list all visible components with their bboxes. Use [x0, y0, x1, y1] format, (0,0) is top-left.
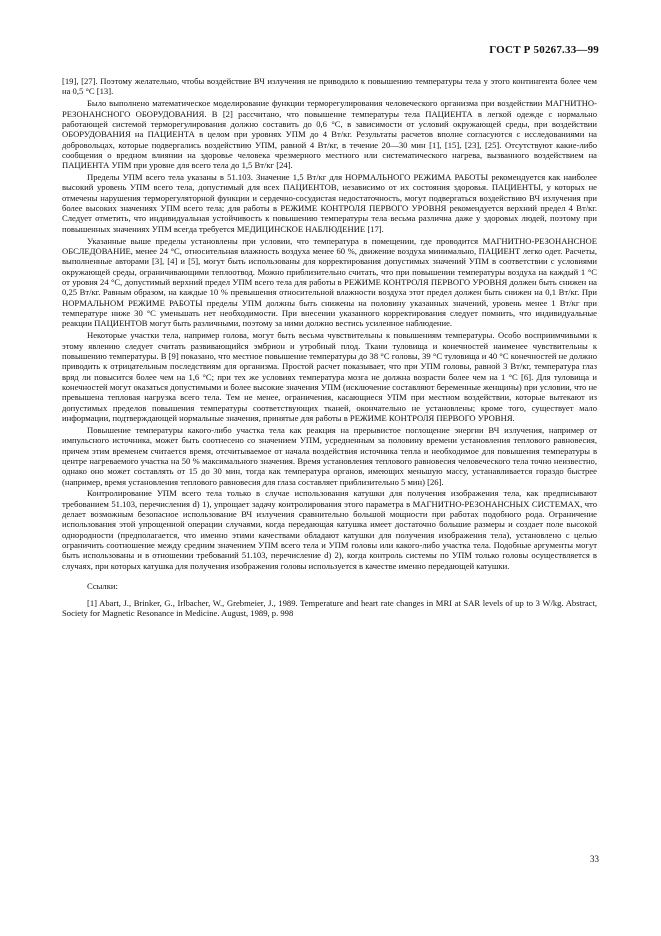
paragraph-pulsed-heating: Повышение температуры какого-либо участка тела как реакция на прерывистое поглощение энергии ВЧ излучения, например от импульсного источника, может быть соотнесено со значением УПМ, усредненным за половину времени установления теплового равновесия, причем этим временем считается время, отсчитываемое от начала воздействия источника тепла и необходимое для повышения температуры в центре нагреваемого участка на 50 % максимального значения. Время установления теплового равновесия человеческого тела точно неизвестно, однако оно может составлять от 15 до 30 мин, тогда как температура органов, имеющих меньшую массу, устанавливается гораздо быстрее (например, время установления теплового равновесия для глаза составляет приблизительно 5 мин) [26]. — [62, 424, 597, 487]
paragraph-sar-limits: Пределы УПМ всего тела указаны в 51.103. Значение 1,5 Вт/кг для НОРМАЛЬНОГО РЕЖИМА РАБОТЫ рекомендуется как наиболее высокий уровень УПМ всего тела, допустимый для всех ПАЦИЕНТОВ, независимо от их состояния здоровья. ПАЦИЕНТЫ, у которых не отмечены нарушения терморегуляторной функции и сердечно-сосудистая недостаточность, могут подвергаться воздействию ВЧ излучения при более высоких значениях УПМ всего тела; для работы в РЕЖИМЕ КОНТРОЛЯ ПЕРВОГО УРОВНЯ рекомендуется верхний предел 4 Вт/кг. Следует отметить, что индивидуальная устойчивость к повышению температуры тела весьма различна даже у здоровых людей, поэтому при повышенных значениях УПМ всегда требуется МЕДИЦИНСКОЕ НАБЛЮДЕНИЕ [17]. — [62, 172, 597, 234]
paragraph-continuation: [19], [27]. Поэтому желательно, чтобы воздействие ВЧ излучения не приводило к повышению температуры тела у этого контингента более чем на 0,5 °С [13]. — [62, 76, 597, 97]
document-header: ГОСТ Р 50267.33—99 — [489, 44, 599, 56]
document-body — [62, 76, 597, 620]
page-number: 33 — [590, 854, 599, 864]
reference-item: [1] Abart, J., Brinker, G., Irlbacher, W., Grebmeier, J., 1989. Temperature and heart rate changes in MRI at SAR levels of up to 3 W/kg. Abstract, Society for Magnetic Resonance in Medicine. August, 1989, p. 998 — [62, 597, 597, 618]
paragraph-conditions: Указанные выше пределы установлены при условии, что температура в помещении, где проводится МАГНИТНО-РЕЗОНАНСНОЕ ОБСЛЕДОВАНИЕ, менее 24 °С, относительная влажность воздуха менее 60 %, движение воздуха минимально, ПАЦИЕНТ легко одет. Расчеты, выполненные авторами [3], [4] и [5], могут быть использованы для корректирования допустимых значений УПМ в соответствии с условиями окружающей среды, ограничивающими теплоотвод. Можно приблизительно считать, что при повышении температуры воздуха на каждый 1 °С от уровня 24 °С, допустимый верхний предел УПМ всего тела для работы в РЕЖИМЕ КОНТРОЛЯ ПЕРВОГО УРОВНЯ должен быть снижен на 0,25 Вт/кг. Равным образом, на каждые 10 % превышения относительной влажности воздуха этот предел должен быть снижен на 0,1 Вт/кг. При НОРМАЛЬНОМ РЕЖИМЕ РАБОТЫ пределы УПМ должны быть снижены на половину указанных значений, уровень менее 1 Вт/кг при температуре ниже 30 °С уменьшать нет необходимости. При внесении указанного корректирования следует помнить, что индивидуальные реакции ПАЦИЕНТОВ могут быть различными, поэтому за ними должно вестись усиленное наблюдение. — [62, 235, 597, 329]
paragraph-modeling: Было выполнено математическое моделирование функции терморегулирования человеческого организма при воздействии МАГНИТНО-РЕЗОНАНСНОГО ОБОРУДОВАНИЯ. В [2] рассчитано, что повышение температуры тела ПАЦИЕНТА в легкой одежде с нормально работающей системой терморегулирования должно составить до 0,6 °С, в зависимости от условий окружающей среды, при воздействии ОБОРУДОВАНИЯ на ПАЦИЕНТА в целом при уровнях УПМ до 4 Вт/кг. Результаты расчетов вполне согласуются с исследованиями на добровольцах, которые подвергались воздействию УПМ, равной 4 Вт/кг, в течение 20—30 мин [1], [15], [23], [25]. Отсутствуют какие-либо сообщения о вредном влиянии на здоровье человека чрезмерного местного или систематического нагрева, вызванного воздействием на ПАЦИЕНТА УПМ при уровне для всего тела до 1,5 Вт/кг [24]. — [62, 98, 597, 171]
paragraph-coil-control: Контролирование УПМ всего тела только в случае использования катушки для получения изображения тела, как предписывают требованием 51.103, перечисления d) 1), упрощает задачу контролирования этого параметра в МАГНИТНО-РЕЗОНАНСНЫХ СИСТЕМАХ, что делает возможным безопасное использование ВЧ излучения сравнительно большой мощности при работах подобного рода. Ограничение использования этой упрощенной операции случаями, когда передающая катушка имеет достаточно большие размеры и создает поле высокой однородности (предполагается, что именно этими качествами обладают катушки для получения изображения тела), установлено с целью ограничить соотношение между средним значением УПМ всего тела и УПМ головы или какого-либо участка тела. Подобные аргументы могут быть использованы и в отношении требований 51.103, перечисление d) 2), когда контроль системы по УПМ только головы осуществляется в случаях, при которых катушка для получения изображения головы используется в качестве именно передающей катушки. — [62, 488, 597, 571]
references-title: Ссылки: — [87, 581, 118, 592]
paragraph-body-regions: Некоторые участки тела, например голова, могут быть весьма чувствительны к повышениям температуры. Особо восприимчивыми к этому явлению следует считать развивающийся эмбрион и утробный плод. Ткани туловища и конечностей наименее чувствительны к повышению температуры. В [9] показано, что местное повышение температуры до 38 °С головы, 39 °С туловища и 40 °С конечностей не должно приводить к отрицательным последствиям для организма. Простой расчет показывает, что при УПМ головы, равной 3 Вт/кг, температура глаз вряд ли повысится более чем на 1,6 °С; при тех же условиях температура мозга не должна возрасти более чем на 1 °С [6]. Для туловища и конечностей могут оказаться допустимыми и более высокие значения УПМ (исключение составляют беременные женщины) при условии, что не превышена тепловая нагрузка всего тела. Тем не менее, ограничения, касающиеся УПМ при местном воздействии, которые вытекают из допустимых пределов повышения температуры соответствующих тканей, окончательно не установлены; кроме того, существует мало информации, подтверждающей нормальные значения, принятые для работы в РЕЖИМЕ КОНТРОЛЯ ПЕРВОГО УРОВНЯ. — [62, 330, 597, 423]
